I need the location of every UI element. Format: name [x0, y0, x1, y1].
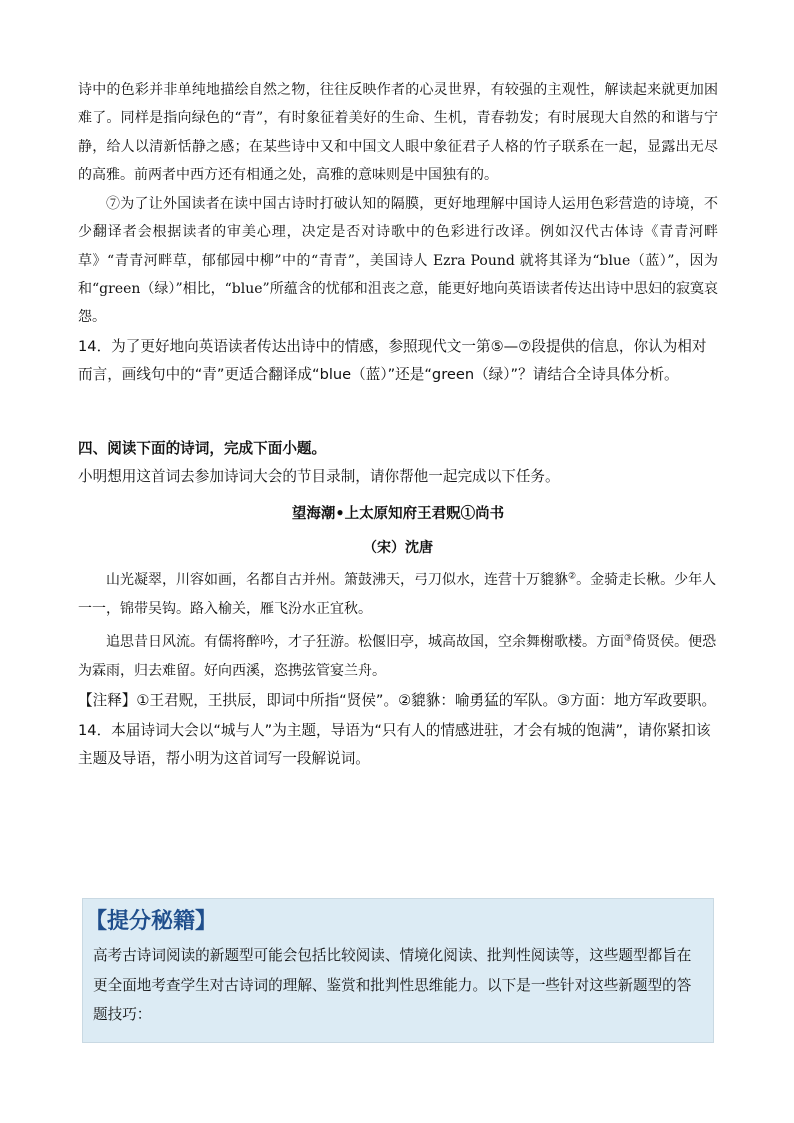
- passage-paragraph-7: ⑦为了让外国读者在读中国古诗时打破认知的隔膜，更好地理解中国诗人运用色彩营造的诗境，不少翻译者会根据读者的审美心理，决定是否对诗歌中的色彩进行改译。例如汉代古体诗《青青河畔草》“青青河畔草，郁郁园中柳”中的“青青”，美国诗人 Ezra Pound 就将其译为“blue（蓝）”，因为和“green（绿）”相比，“blue”所蕴含的忧郁和沮丧之意，能更好地向英语读者传达出诗中思妇的寂寞哀怨。: [78, 196, 718, 326]
- poem-stanza-1-part-b: 。金骑走长楸。少年人一一，锦带吴钩。路入榆关，雁飞汾水正宜秋。: [78, 571, 717, 617]
- poem-stanza-2: [78, 628, 718, 686]
- document-page: [78, 76, 718, 773]
- poem-stanza-2-part-a: 追思昔日风流。有儒将醉吟，才子狂游。松偃旧亭，城高故国，空余舞榭歌楼。方面: [106, 633, 624, 650]
- section-4-heading: 四、阅读下面的诗词，完成下面小题。: [78, 439, 327, 457]
- tips-body: 高考古诗词阅读的新题型可能会包括比较阅读、情境化阅读、批判性阅读等，这些题型都旨在更全面地考查学生对古诗词的理解、鉴赏和批判性思维能力。以下是一些针对这些新题型的答题技巧：: [93, 947, 692, 1023]
- question-14-commentary: 14．本届诗词大会以“城与人”为主题，导语为“只有人的情感进驻，才会有城的饱满”，请你紧扣该主题及导语，帮小明为这首词写一段解说词。: [78, 721, 711, 767]
- poem-stanza-2-part-b: 倚贤侯。便恐为霖雨，归去难留。好向西溪，恣携弦管宴兰舟。: [78, 633, 717, 679]
- passage-paragraph-1: 诗中的色彩并非单纯地描绘自然之物，往往反映作者的心灵世界，有较强的主观性，解读起来就更加困难了。同样是指向绿色的“青”，有时象征着美好的生命、生机，青春勃发；有时展现大自然的和谐与宁静，给人以清新恬静之感；在某些诗中又和中国文人眼中象征君子人格的竹子联系在一起，显露出无尽的高雅。前两者中西方还有相通之处，高雅的意味则是中国独有的。: [78, 82, 718, 183]
- note-marker-2: ②: [568, 571, 577, 582]
- poem-stanza-1-part-a: 山光凝翠，川容如画，名都自古并州。箫鼓沸天，弓刀似水，连营十万貔貅: [106, 571, 568, 588]
- poem-stanza-1: [78, 566, 718, 624]
- poem-title: 望海潮•上太原知府王君贶①尚书: [291, 504, 505, 522]
- poem-author: （宋）沈唐: [363, 539, 433, 556]
- tips-box: [82, 898, 714, 1043]
- poem-notes: 【注释】①王君贶，王拱辰，即词中所指“贤侯”。②貔貅：喻勇猛的军队。③方面：地方军政要职。: [78, 691, 717, 709]
- tips-title: 【提分秘籍】: [85, 909, 218, 934]
- question-14-translation: 14．为了更好地向英语读者传达出诗中的情感，参照现代文一第⑤—⑦段提供的信息，你认为相对而言，画线句中的“青”更适合翻译成“blue（蓝）”还是“green（绿）”？请结合全诗具体分析。: [78, 337, 707, 383]
- note-marker-3: ③: [624, 633, 633, 644]
- section-4-intro: 小明想用这首词去参加诗词大会的节目录制，请你帮他一起完成以下任务。: [78, 467, 560, 485]
